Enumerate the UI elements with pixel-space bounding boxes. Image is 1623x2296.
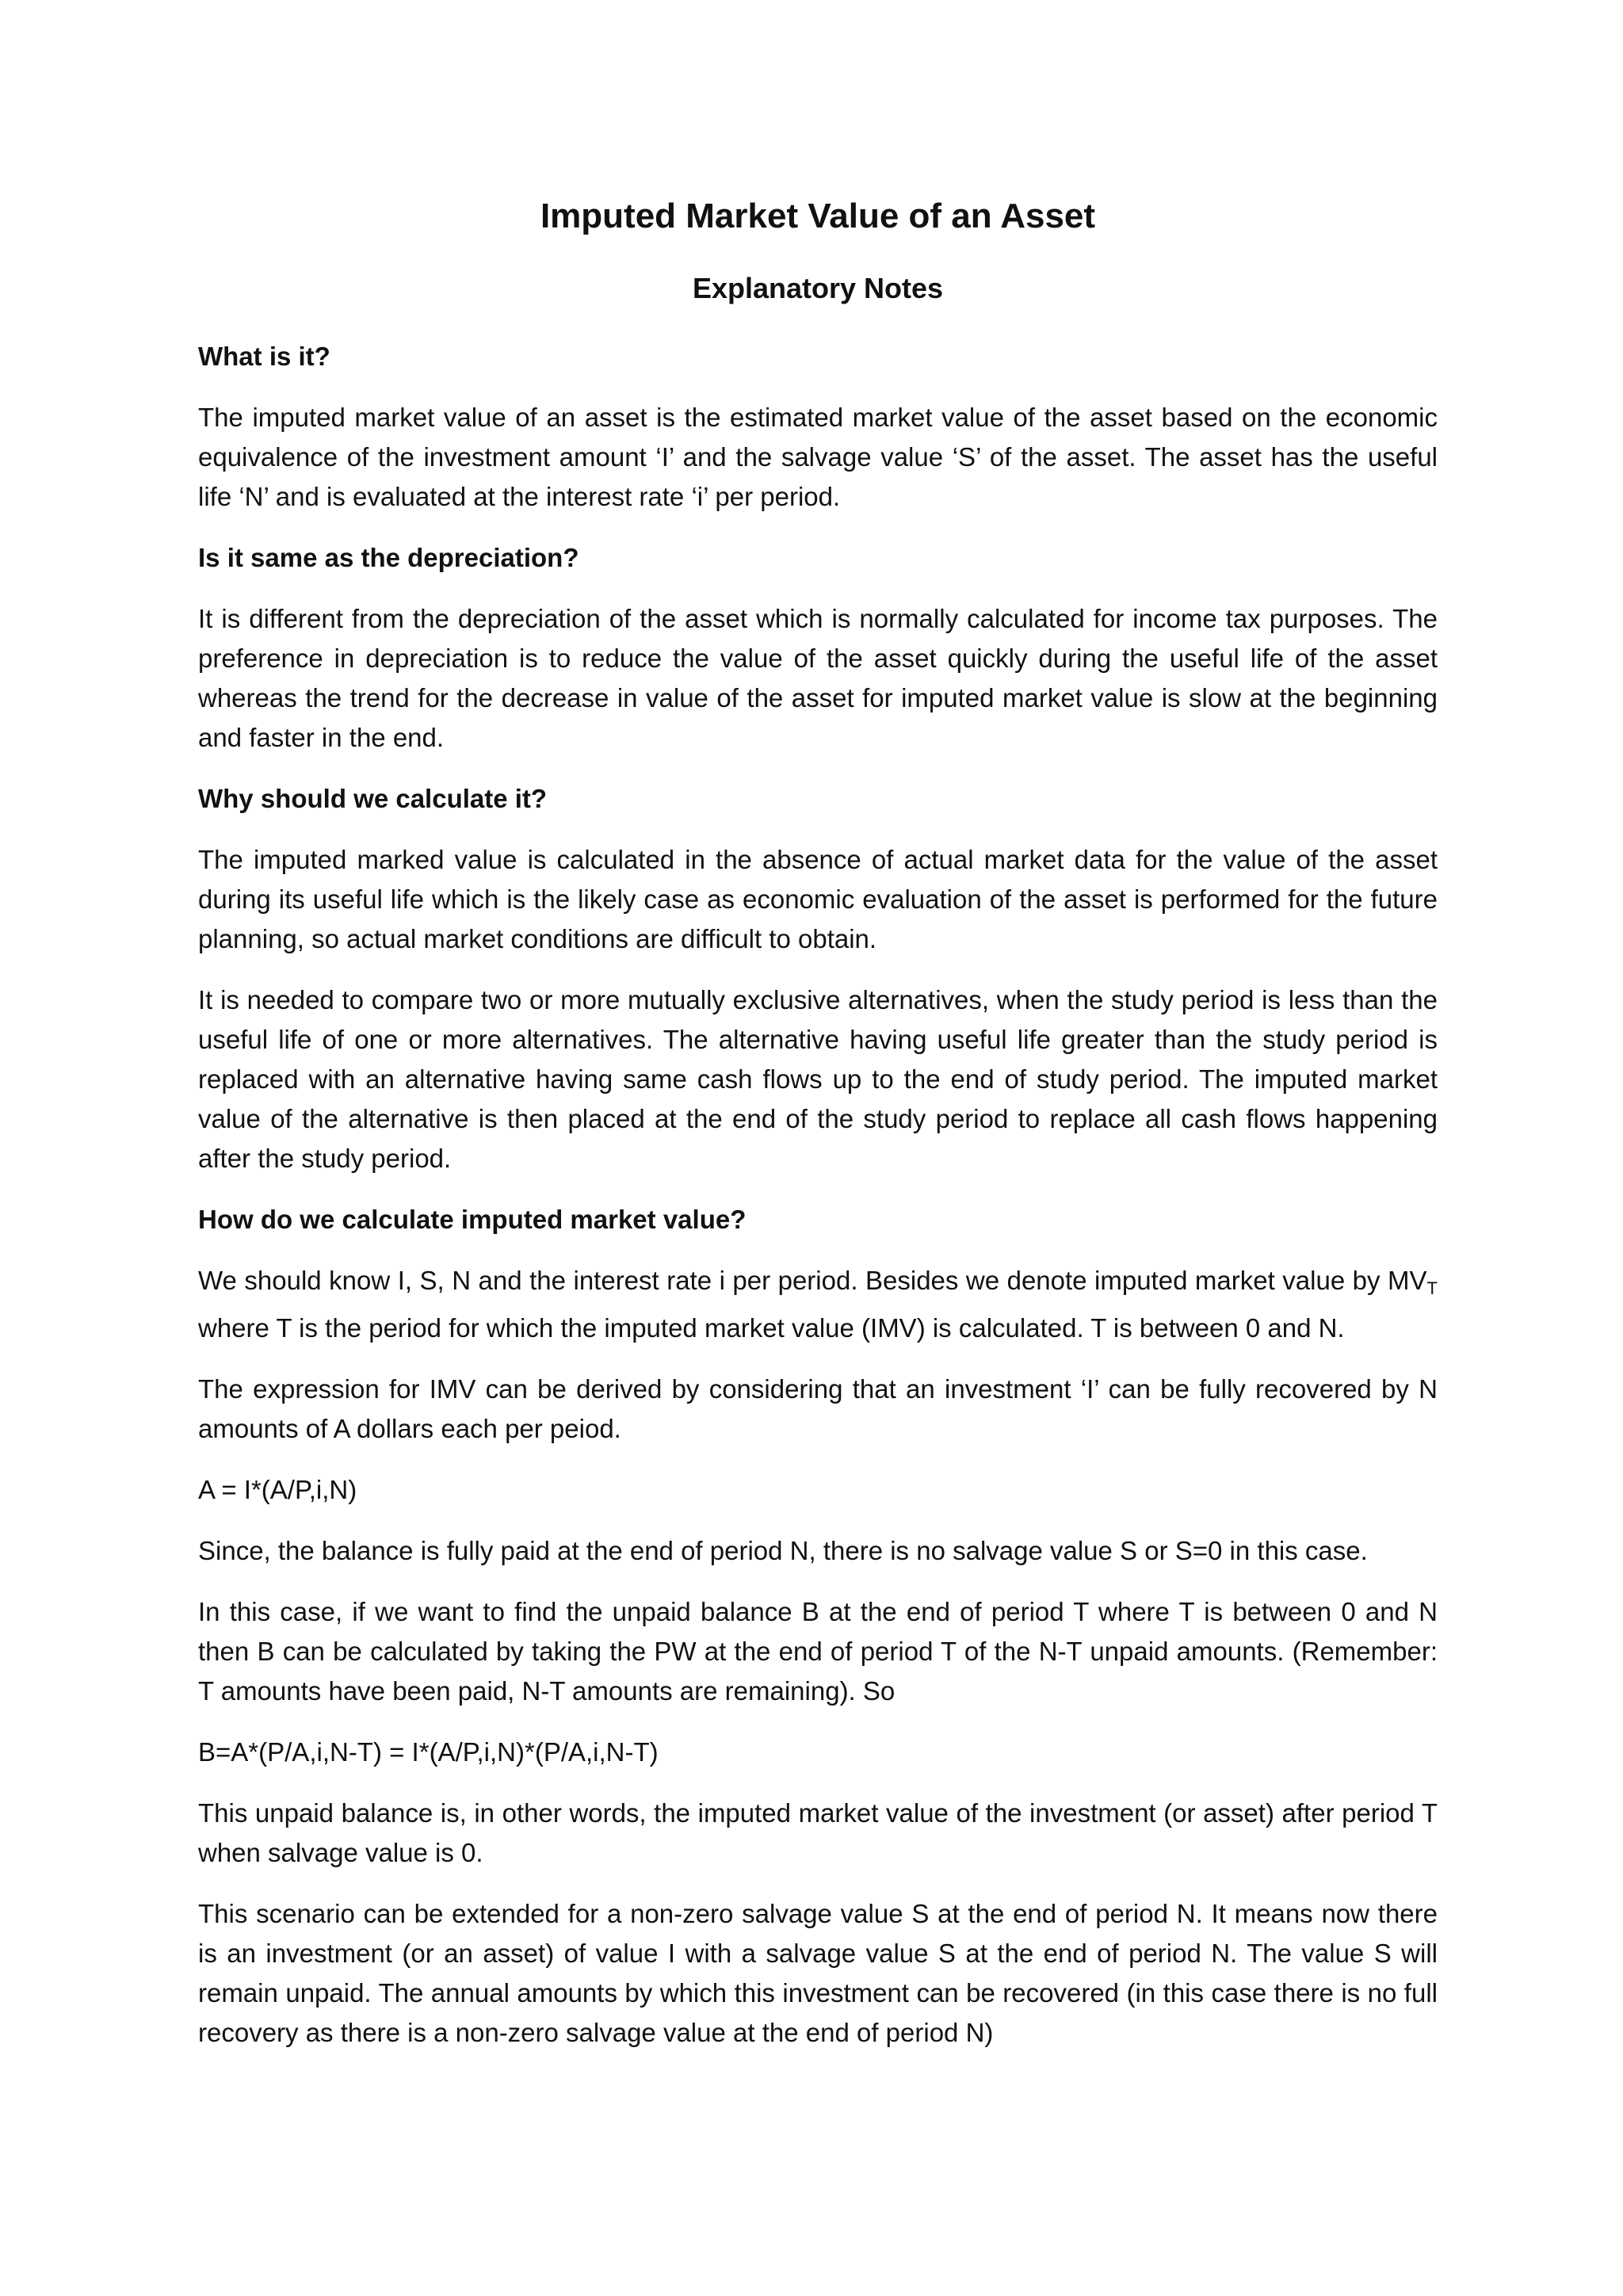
- paragraph-how-3: Since, the balance is fully paid at the end of period N, there is no salvage value S or S=0 in this case.: [198, 1536, 1368, 1565]
- paragraph-why-1: The imputed marked value is calculated in the absence of actual market data for the value of the asset during its useful life which is the likely case as economic evaluation of the asset is performed for the future planning, so actual market conditions are difficult to obtain.: [198, 845, 1438, 953]
- paragraph-why-2: It is needed to compare two or more mutually exclusive alternatives, when the study period is less than the useful life of one or more alternatives. The alternative having useful life greater than the study period is replaced with an alternative having same cash flows up to the end of study period. The imputed market value of the alternative is then placed at the end of the study period to replace all cash flows happening after the study period.: [198, 985, 1438, 1173]
- document-body: [198, 337, 1438, 2074]
- section-heading-why: Why should we calculate it?: [198, 784, 548, 813]
- paragraph-depreciation: It is different from the depreciation of the asset which is normally calculated for income tax purposes. The preference in depreciation is to reduce the value of the asset quickly during the useful life of the asset whereas the trend for the decrease in value of the asset for imputed market value is slow at the beginning and faster in the end.: [198, 604, 1438, 752]
- section-heading-depreciation: Is it same as the depreciation?: [198, 543, 579, 572]
- section-heading-how: How do we calculate imputed market value?: [198, 1205, 747, 1234]
- formula-unpaid-balance: B=A*(P/A,i,N-T) = I*(A/P,i,N)*(P/A,i,N-T): [198, 1737, 659, 1767]
- paragraph-how-6: This scenario can be extended for a non-zero salvage value S at the end of period N. It means now there is an investment (or an asset) of value I with a salvage value S at the end of period N. The value S will remain unpaid. The annual amounts by which this investment can be recovered (in this case there is no full recovery as there is a non-zero salvage value at the end of period N): [198, 1899, 1438, 2047]
- paragraph-how-4: In this case, if we want to find the unpaid balance B at the end of period T where T is between 0 and N then B can be calculated by taking the PW at the end of period T of the N-T unpaid amounts. (Remember: T amounts have been paid, N-T amounts are remaining). So: [198, 1597, 1438, 1706]
- paragraph-how-1: [198, 1261, 1438, 1348]
- paragraph-definition: The imputed market value of an asset is the estimated market value of the asset based on the economic equivalence of the investment amount ‘I’ and the salvage value ‘S’ of the asset. The asset has the useful life ‘N’ and is evaluated at the interest rate ‘i’ per period.: [198, 403, 1438, 511]
- mv-subscript: T: [1426, 1278, 1438, 1298]
- paragraph-how-5: This unpaid balance is, in other words, the imputed market value of the investment (or asset) after period T when salvage value is 0.: [198, 1798, 1438, 1867]
- paragraph-how-2: The expression for IMV can be derived by considering that an investment ‘I’ can be fully recovered by N amounts of A dollars each per peiod.: [198, 1374, 1438, 1443]
- paragraph-how-1-text-b: where T is the period for which the imputed market value (IMV) is calculated. T is between 0 and N.: [198, 1313, 1345, 1343]
- section-heading-what: What is it?: [198, 342, 330, 371]
- document-title: Imputed Market Value of an Asset: [540, 197, 1096, 235]
- mv-symbol: MV: [1388, 1266, 1427, 1295]
- paragraph-how-1-text-a: We should know I, S, N and the interest rate i per period. Besides we denote imputed market value by: [198, 1266, 1388, 1295]
- formula-annuity: A = I*(A/P,i,N): [198, 1475, 357, 1504]
- document-subtitle: Explanatory Notes: [692, 272, 944, 304]
